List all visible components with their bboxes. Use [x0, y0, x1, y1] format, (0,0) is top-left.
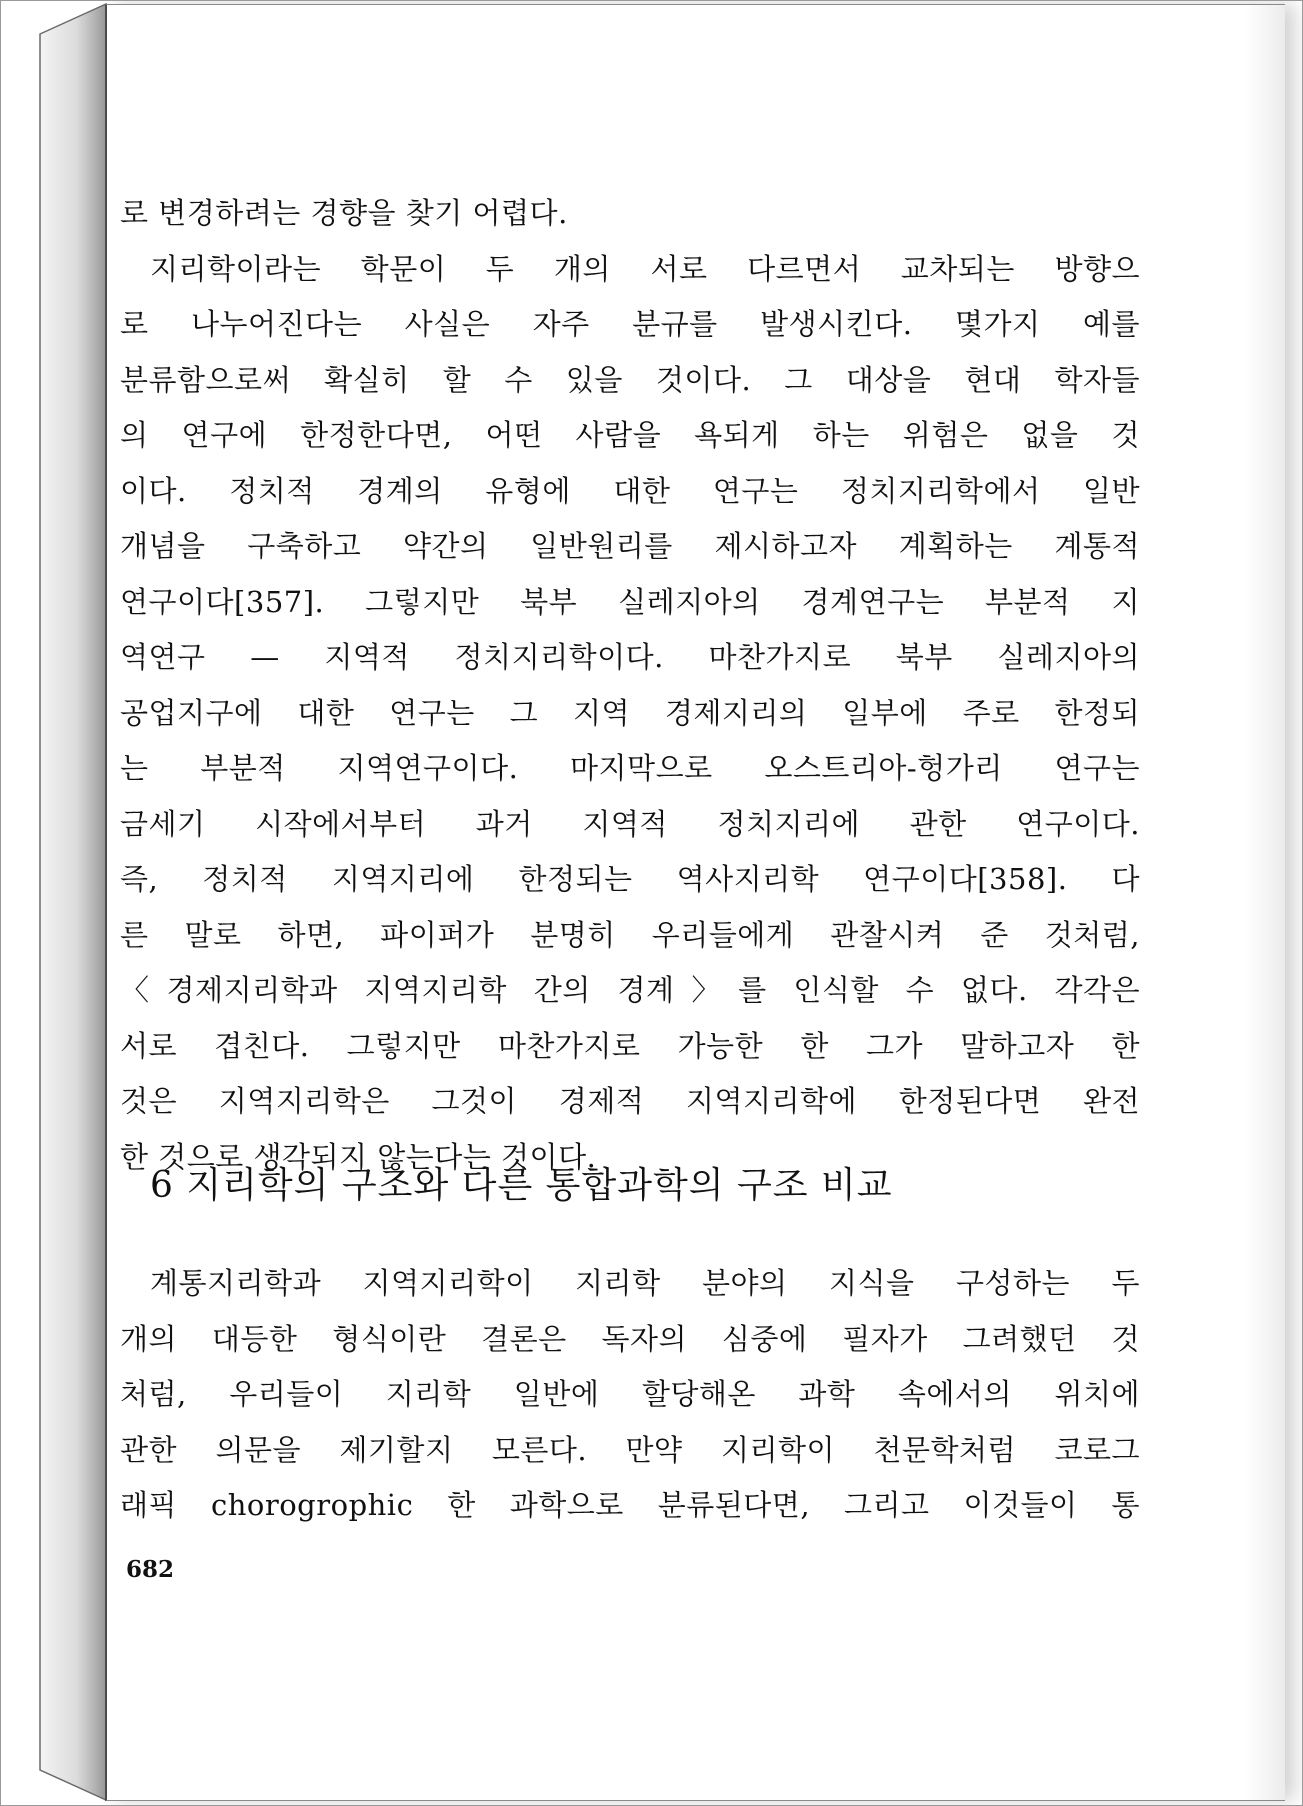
text-line: 의 연구에 한정한다면, 어떤 사람을 욕되게 하는 위험은 없을 것 — [120, 418, 1140, 452]
text-line: 로 나누어진다는 사실은 자주 분규를 발생시킨다. 몇가지 예를 — [120, 307, 1140, 341]
book-spine — [0, 0, 110, 1806]
paragraph-1 — [120, 186, 1140, 1185]
text-line: 서로 겹친다. 그렇지만 마찬가지로 가능한 한 그가 말하고자 한 — [120, 1028, 1140, 1063]
text-line: 개념을 구축하고 약간의 일반원리를 제시하고자 계획하는 계통적 — [120, 529, 1140, 563]
page-number: 682 — [126, 1556, 175, 1583]
text-line: 처럼, 우리들이 지리학 일반에 할당해온 과학 속에서의 위치에 — [120, 1377, 1140, 1411]
text-line: 지리학이라는 학문이 두 개의 서로 다르면서 교차되는 방향으 — [150, 251, 1140, 286]
text-line: 이다. 정치적 경계의 유형에 대한 연구는 정치지리학에서 일반 — [120, 473, 1140, 508]
text-line: 계통지리학과 지역지리학이 지리학 분야의 지식을 구성하는 두 — [150, 1266, 1140, 1300]
paragraph-2 — [120, 1256, 1140, 1534]
text-line: 개의 대등한 형식이란 결론은 독자의 심중에 필자가 그려했던 것 — [120, 1321, 1140, 1356]
text-line: 관한 의문을 제기할지 모른다. 만약 지리학이 천문학처럼 코로그 — [120, 1432, 1140, 1467]
text-line: 역연구 — 지역적 정치지리학이다. 마찬가지로 북부 실레지아의 — [120, 640, 1140, 674]
text-line: 공업지구에 대한 연구는 그 지역 경제지리의 일부에 주로 한정되 — [120, 695, 1140, 730]
text-line: 한 것으로 생각되지 않는다는 것이다. — [120, 1139, 597, 1174]
text-line: 른 말로 하면, 파이퍼가 분명히 우리들에게 관찰시켜 준 것처럼, — [120, 917, 1140, 952]
text-line: 즉, 정치적 지역지리에 한정되는 역사지리학 연구이다[358]. 다 — [120, 862, 1140, 896]
text-line: 는 부분적 지역연구이다. 마지막으로 오스트리아-헝가리 연구는 — [120, 751, 1140, 785]
text-line: 래픽 chorogrophic 한 과학으로 분류된다면, 그리고 이것들이 통 — [120, 1488, 1140, 1522]
text-line: 연구이다[357]. 그렇지만 북부 실레지아의 경계연구는 부분적 지 — [120, 584, 1140, 619]
text-line: 금세기 시작에서부터 과거 지역적 정치지리에 관한 연구이다. — [120, 806, 1140, 841]
page-edge-shadow — [1245, 5, 1285, 1800]
section-heading: 6 지리학의 구조와 다른 통합과학의 구조 비교 — [150, 1165, 893, 1206]
text-line: 로 변경하려는 경향을 찾기 어렵다. — [120, 196, 568, 230]
text-line: 분류함으로써 확실히 할 수 있을 것이다. 그 대상을 현대 학자들 — [120, 362, 1140, 397]
text-line: 것은 지역지리학은 그것이 경제적 지역지리학에 한정된다면 완전 — [120, 1084, 1140, 1118]
text-line: 〈경제지리학과 지역지리학 간의 경계〉를 인식할 수 없다. 각각은 — [120, 973, 1140, 1007]
